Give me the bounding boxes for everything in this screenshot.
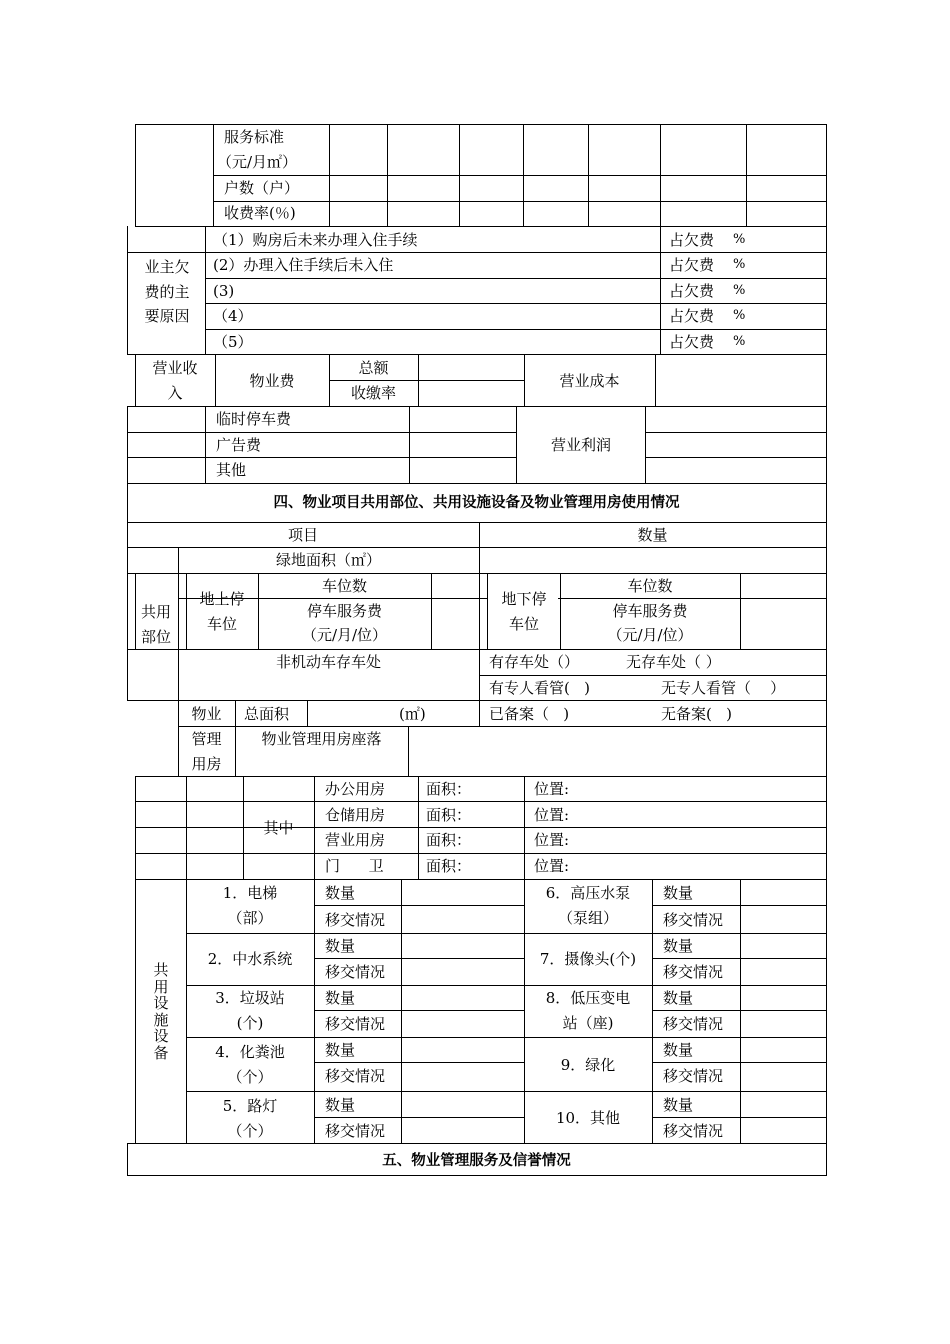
service-standard-unit: （元/月㎡） [217,153,298,171]
non-motor-storage-label: 非机动车存车处 [275,653,381,671]
grid-line-h [135,226,827,227]
room-type-label: 办公用房 [325,780,386,798]
underground-parking-label-2: 车位 [508,615,539,633]
quantity-label: 数量 [663,1096,694,1114]
grid-line-h [127,573,827,574]
arrears-share-label: 占欠费 [669,256,715,274]
grid-line-v [409,406,410,484]
room-type-label: 营业用房 [325,831,386,849]
quantity-label: 数量 [663,884,694,902]
position-field-label: 位置: [534,857,570,875]
arrears-reason: （4） [213,307,253,325]
grid-line-v [135,124,136,227]
has-keeper-option: 有专人看管( ) [489,679,591,697]
facility-name: 3．垃圾站 [215,989,285,1007]
handover-label: 移交情况 [663,1122,724,1140]
percent-sign: % [733,334,746,349]
grid-line-h [127,649,827,650]
grid-line-v [523,124,524,227]
facility-unit: (个) [236,1014,264,1032]
households-label: 户数（户） [224,179,300,197]
grid-line-v [135,776,136,1144]
grid-line-h [213,201,827,202]
arrears-reason: (2）办理入住手续后未入住 [213,256,394,274]
grid-line-h [186,1037,827,1038]
income-label-2: 入 [167,384,183,402]
other-income-label: 其他 [216,461,247,479]
total-area-label: 总面积 [244,705,290,723]
grid-line-h [314,1010,525,1011]
no-storage-option: 无存车处（ ） [626,653,721,671]
grid-line-h [186,933,827,934]
grid-line-h [329,380,419,381]
above-ground-parking-label-2: 车位 [206,615,237,633]
no-keeper-option: 无专人看管（ ） [661,679,786,697]
not-filed-option: 无备案( ) [661,705,733,723]
area-field-label: 面积： [426,857,472,875]
grid-line-v [655,354,656,407]
grid-line-h [186,1091,827,1092]
facility-name: 7．摄像头(个) [539,950,637,968]
facility-unit: （部） [227,909,273,927]
grid-line-h [127,483,827,484]
grid-line-v [479,522,480,727]
grid-line-v [186,573,187,650]
grid-line-h [479,675,827,676]
mgmt-room-label-3: 用房 [191,755,222,773]
of-which-label: 其中 [263,819,294,837]
shared-facilities-label: 共用设施设备 [153,961,169,1062]
grid-line-h [127,457,517,458]
grid-line-h [314,958,525,959]
col-item-header: 项目 [287,526,318,544]
arrears-share-label: 占欠费 [669,333,715,351]
grid-line-h [135,124,827,125]
collection-rate-label: 收费率(％) [224,204,296,222]
green-area-label: 绿地面积（㎡） [275,551,381,569]
grid-line-v [401,879,402,1144]
facility-name: 5．路灯 [222,1097,278,1115]
quantity-label: 数量 [325,1096,356,1114]
grid-line-h [127,1175,827,1176]
handover-label: 移交情况 [325,1122,386,1140]
above-ground-parking-label-1: 地上停 [199,590,245,608]
filed-option: 已备案（ ) [489,705,570,723]
arrears-share-label: 占欠费 [669,231,715,249]
grid-line-v [418,354,419,407]
room-type-label: 门 卫 [325,857,384,875]
grid-line-h [127,354,827,355]
handover-label: 移交情况 [663,911,724,929]
total-label: 总额 [358,359,389,377]
arrears-label-3: 要原因 [144,307,190,325]
underground-parking-label-1: 地下停 [501,590,547,608]
area-field-label: 面积： [426,831,472,849]
grid-line-v [459,124,460,227]
parking-spaces-label: 车位数 [627,577,673,595]
grid-line-h [314,1117,525,1118]
income-label-1: 营业收 [152,359,198,377]
grid-line-v [746,124,747,227]
grid-line-h [127,406,827,407]
percent-sign: % [733,232,746,247]
grid-line-v [652,879,653,1144]
quantity-label: 数量 [325,884,356,902]
common-parts-label-1: 共用 [140,603,171,621]
grid-line-v [205,406,206,484]
facility-name: 8．低压变电 [545,989,631,1007]
grid-line-h [127,522,827,523]
grid-line-v [408,726,409,777]
arrears-share-label: 占欠费 [669,307,715,325]
facility-name: 4．化粪池 [215,1043,285,1061]
grid-line-h [127,547,827,548]
grid-line-h [205,329,827,330]
grid-line-h [135,879,827,880]
handover-label: 移交情况 [325,963,386,981]
grid-line-h [645,432,827,433]
handover-label: 移交情况 [663,963,724,981]
has-storage-option: 有存车处（） [489,653,580,671]
quantity-label: 数量 [325,1041,356,1059]
operating-cost-label: 营业成本 [559,372,620,390]
facility-name: 6．高压水泵 [545,884,631,902]
grid-line-v [329,124,330,227]
grid-line-v [740,879,741,1144]
grid-line-h [178,726,827,727]
operating-profit-label: 营业利润 [550,436,611,454]
parking-fee-unit: （元/月/位） [301,626,388,644]
position-field-label: 位置: [534,806,570,824]
arrears-reason: (3) [213,282,235,300]
handover-label: 移交情况 [325,911,386,929]
grid-line-h [127,1143,827,1144]
facility-name: 2．中水系统 [207,950,293,968]
section-4-title: 四、物业项目共用部位、共用设施设备及物业管理用房使用情况 [273,495,680,511]
quantity-label: 数量 [325,989,356,1007]
position-field-label: 位置: [534,780,570,798]
grid-line-h [314,905,525,906]
area-field-label: 面积： [426,780,472,798]
advertising-fee-label: 广告费 [216,436,262,454]
temp-parking-fee-label: 临时停车费 [216,410,292,428]
service-standard-label: 服务标准 [224,128,285,146]
grid-line-v [387,124,388,227]
grid-line-v [418,776,419,880]
grid-line-h [558,598,827,599]
grid-line-h [213,175,827,176]
grid-line-h [645,457,827,458]
grid-line-v [588,124,589,227]
quantity-label: 数量 [663,937,694,955]
grid-line-v [213,124,214,227]
grid-line-h [135,801,827,802]
arrears-label-2: 费的主 [144,283,190,301]
arrears-share-label: 占欠费 [669,282,715,300]
grid-line-v [127,406,128,701]
handover-label: 移交情况 [663,1015,724,1033]
mgmt-room-location-label: 物业管理用房座落 [261,730,382,748]
grid-line-h [127,252,827,253]
grid-line-v [307,700,308,727]
grid-line-h [205,278,827,279]
parking-fee-label: 停车服务费 [306,602,382,620]
quantity-label: 数量 [663,989,694,1007]
section-5-title: 五、物业管理服务及信誉情况 [382,1153,571,1169]
arrears-reason: （1）购房后未来办理入住手续 [213,231,418,249]
parking-fee-label: 停车服务费 [612,602,688,620]
mgmt-room-label-1: 物业 [191,705,222,723]
room-type-label: 仓储用房 [325,806,386,824]
grid-line-h [127,700,827,701]
area-unit: (㎡) [399,705,426,723]
grid-line-h [127,432,517,433]
grid-line-h [135,827,827,828]
col-quantity-header: 数量 [637,526,668,544]
area-field-label: 面积： [426,806,472,824]
grid-line-v [431,573,432,650]
grid-line-h [135,776,827,777]
arrears-reason: （5） [213,333,253,351]
facility-unit: （个） [227,1122,273,1140]
parking-spaces-label: 车位数 [321,577,367,595]
handover-label: 移交情况 [663,1067,724,1085]
grid-line-v [660,226,661,355]
percent-sign: % [733,308,746,323]
quantity-label: 数量 [325,937,356,955]
position-field-label: 位置: [534,831,570,849]
percent-sign: % [733,283,746,298]
grid-line-v [314,776,315,1144]
grid-line-v [660,124,661,227]
facility-unit: 站（座) [562,1014,614,1032]
facility-name: 10．其他 [555,1109,621,1127]
payment-rate-label: 收缴率 [350,384,396,402]
facility-unit: （个） [227,1068,273,1086]
percent-sign: % [733,257,746,272]
grid-line-v [487,573,488,650]
grid-line-v [740,573,741,650]
quantity-label: 数量 [663,1041,694,1059]
grid-line-h [314,1062,525,1063]
arrears-label-1: 业主欠 [144,258,190,276]
grid-line-h [418,380,525,381]
grid-line-v [826,124,827,1176]
common-parts-label-2: 部位 [140,628,171,646]
parking-fee-unit: （元/月/位） [607,626,693,644]
grid-line-h [135,853,827,854]
property-fee-label: 物业费 [249,372,295,390]
mgmt-room-label-2: 管理 [191,730,222,748]
handover-label: 移交情况 [325,1015,386,1033]
grid-line-h [205,303,827,304]
facility-unit: （泵组） [557,909,618,927]
facility-name: 9．绿化 [560,1056,616,1074]
handover-label: 移交情况 [325,1067,386,1085]
grid-line-h [186,985,827,986]
facility-name: 1．电梯 [222,884,278,902]
